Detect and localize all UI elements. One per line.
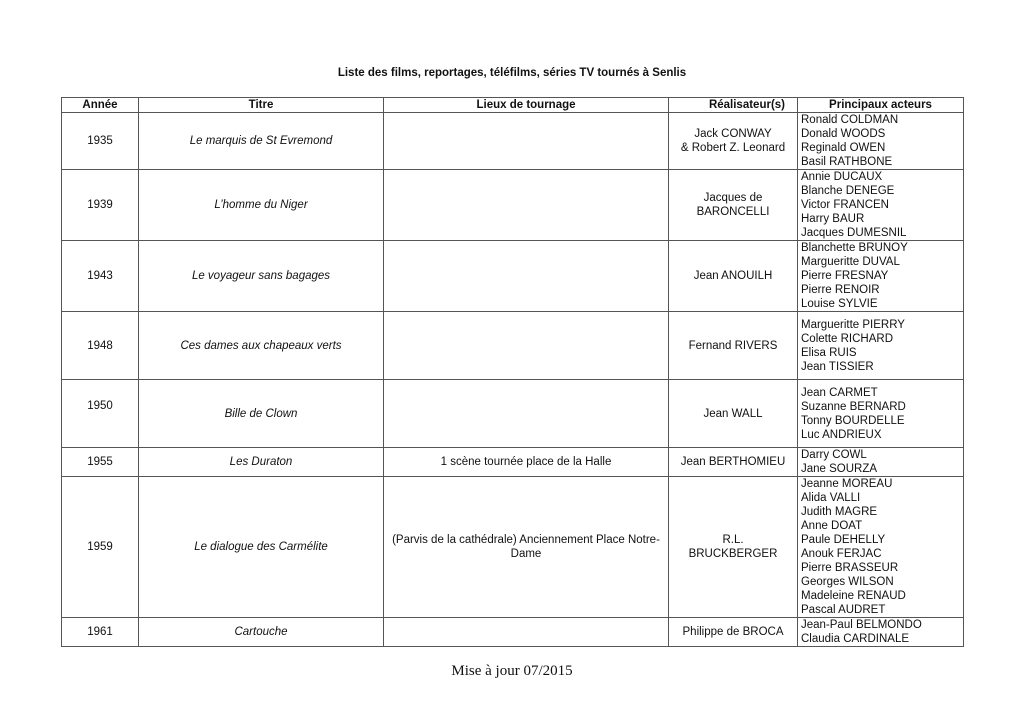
realisateur-name: Philippe de BROCA [682,626,784,638]
cell-realisateur [669,170,798,241]
actor-name: Suzanne BERNARD [801,400,906,413]
actor-name: Anouk FERJAC [801,548,882,560]
cell-acteurs [798,113,964,170]
actor-name: Victor FRANCEN [801,199,889,211]
cell-annee: 1935 [62,113,139,170]
actor-name: Tonny BOURDELLE [801,414,905,427]
cell-titre: Le marquis de St Evremond [139,113,384,170]
table-row [62,170,964,241]
cell-realisateur [669,448,798,477]
cell-annee: 1959 [62,477,139,618]
actor-name: Judith MAGRE [801,506,878,518]
footer-update-date: Mise à jour 07/2015 [451,663,573,679]
cell-lieu-tournage [384,380,669,448]
cell-lieu-tournage [384,241,669,312]
cell-acteurs [798,448,964,477]
realisateur-name: Jean WALL [703,407,763,420]
table-row [62,312,964,380]
actor-name: Jean-Paul BELMONDO [801,619,922,631]
actor-name: Pierre BRASSEUR [801,562,899,574]
cell-titre: Le dialogue des Carmélite [139,477,384,618]
actor-name: Pascal AUDRET [801,604,886,616]
realisateur-name: Fernand RIVERS [688,339,778,352]
actor-name: Colette RICHARD [801,332,894,345]
actor-name: Jacques DUMESNIL [801,227,907,239]
cell-realisateur [669,477,798,618]
actor-name: Jeanne MOREAU [801,478,893,490]
cell-annee: 1950 [62,380,139,448]
actor-name: Louise SYLVIE [801,298,878,310]
actor-name: Darry COWL [801,449,867,461]
cell-acteurs [798,618,964,647]
actor-name: Annie DUCAUX [801,171,883,183]
cell-titre: Ces dames aux chapeaux verts [139,312,384,380]
actor-name: Pierre RENOIR [801,284,880,296]
actor-name: Jean CARMET [801,386,878,399]
cell-annee: 1961 [62,618,139,647]
cell-acteurs [798,380,964,448]
cell-acteurs [798,312,964,380]
cell-annee: 1943 [62,241,139,312]
cell-annee: 1948 [62,312,139,380]
realisateur-name: Jacques de [703,192,763,204]
cell-titre: Les Duraton [139,448,384,477]
realisateur-name: BARONCELLI [696,206,770,218]
films-table [61,97,964,647]
cell-lieu-tournage: (Parvis de la cathédrale) Anciennement Place Notre-Dame [384,477,669,618]
cell-acteurs [798,170,964,241]
actor-name: Ronald COLDMAN [801,114,899,126]
actor-name: Luc ANDRIEUX [801,428,882,441]
header-acteurs: Principaux acteurs [798,98,964,113]
realisateur-name: Jean ANOUILH [693,270,773,282]
cell-lieu-tournage: 1 scène tournée place de la Halle [384,448,669,477]
table-row [62,477,964,618]
table-header-row [62,98,964,113]
actor-name: Pierre FRESNAY [801,270,889,282]
cell-realisateur [669,113,798,170]
table-row [62,241,964,312]
actor-name: Elisa RUIS [801,346,857,359]
actor-name: Georges WILSON [801,576,894,588]
cell-annee: 1955 [62,448,139,477]
document-title: Liste des films, reportages, téléfilms, séries TV tournés à Senlis [337,67,687,79]
table-body [62,113,964,647]
actor-name: Claudia CARDINALE [801,633,910,645]
actor-name: Jane SOURZA [801,463,878,475]
actor-name: Reginald OWEN [801,142,886,154]
realisateur-name: Jean BERTHOMIEU [680,456,786,468]
cell-lieu-tournage [384,170,669,241]
header-titre: Titre [139,98,384,113]
realisateur-name: BRUCKBERGER [688,548,778,560]
realisateur-name: R.L. [722,534,744,546]
actor-name: Margueritte PIERRY [801,318,905,331]
header-lieux: Lieux de tournage [384,98,669,113]
actor-name: Alida VALLI [801,492,861,504]
cell-lieu-tournage [384,312,669,380]
actor-name: Donald WOODS [801,128,886,140]
actor-name: Anne DOAT [801,520,863,532]
actor-name: Blanche DENEGE [801,185,895,197]
realisateur-name: Jack CONWAY [694,128,772,140]
cell-realisateur [669,618,798,647]
cell-realisateur [669,312,798,380]
actor-name: Paule DEHELLY [801,534,886,546]
cell-annee: 1939 [62,170,139,241]
cell-titre: Bille de Clown [139,380,384,448]
cell-titre: Cartouche [139,618,384,647]
table-row [62,618,964,647]
realisateur-name: & Robert Z. Leonard [680,142,786,154]
actor-name: Madeleine RENAUD [801,590,906,602]
header-realisateurs: Réalisateur(s) [669,98,798,113]
cell-realisateur [669,241,798,312]
actor-name: Basil RATHBONE [801,156,893,168]
table-row [62,380,964,448]
header-annee: Année [62,98,139,113]
table-row [62,448,964,477]
actor-name: Jean TISSIER [801,360,874,373]
actor-name: Blanchette BRUNOY [801,242,908,254]
cell-lieu-tournage [384,618,669,647]
cell-lieu-tournage [384,113,669,170]
cell-realisateur [669,380,798,448]
cell-acteurs [798,241,964,312]
cell-titre: L’homme du Niger [139,170,384,241]
actor-name: Harry BAUR [801,213,865,225]
actor-name: Margueritte DUVAL [801,256,900,268]
table-row [62,113,964,170]
cell-titre: Le voyageur sans bagages [139,241,384,312]
cell-acteurs [798,477,964,618]
